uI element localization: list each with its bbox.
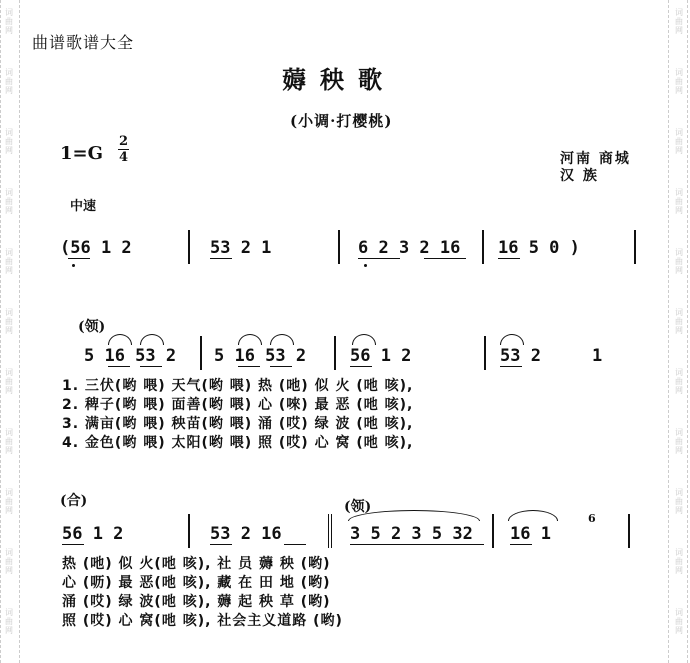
double-barline (328, 514, 334, 548)
watermark-glyph-group: 词 曲 网 (675, 608, 683, 635)
watermark-glyph-group: 词 曲 网 (675, 548, 683, 575)
time-signature-top: 2 (118, 134, 129, 149)
underline (510, 544, 532, 545)
underline (500, 366, 522, 367)
barline-end (634, 230, 636, 264)
underline (350, 366, 372, 367)
watermark-glyph-group: 词 曲 网 (5, 488, 13, 515)
origin-region: 河南 商城 (560, 151, 631, 167)
watermark-glyph-group: 词 曲 网 (5, 188, 13, 215)
key-signature: 1=G (60, 143, 103, 164)
watermark-glyph-group: 词 曲 网 (5, 248, 13, 275)
s2-measure-4: 16 1 (510, 524, 551, 544)
underline (424, 258, 466, 259)
tempo-marking: 中速 (70, 199, 97, 214)
s1-lyric-3: 3. 满亩(哟 喂) 秧苗(哟 喂) 涌 (哎) 绿 波 (吔 咳), (62, 416, 414, 432)
s1-lyric-2: 2. 稗子(哟 喂) 面善(哟 喂) 心 (唻) 最 恶 (吔 咳), (62, 397, 414, 413)
watermark-glyph-group: 词 曲 网 (675, 8, 683, 35)
barline (482, 230, 484, 264)
barline-end (628, 514, 630, 548)
s2-lyric-4: 照 (哎) 心 窝(吔 咳), 社会主义道路 (哟) (62, 613, 343, 629)
slur (352, 334, 376, 345)
slur (500, 334, 524, 345)
grace-note: 6 (588, 512, 596, 525)
s2-measure-1: 56 1 2 (62, 524, 124, 544)
slur (140, 334, 164, 345)
underline (358, 258, 400, 259)
s1-measure-1: 5 16 53 2 (84, 346, 177, 366)
intro-measure-4: 16 5 0 ) (498, 238, 580, 258)
slur (238, 334, 262, 345)
underline (498, 258, 520, 259)
s1-lyric-4: 4. 金色(哟 喂) 太阳(哟 喂) 照 (哎) 心 窝 (吔 咳), (62, 435, 414, 451)
underline (284, 544, 306, 545)
watermark-glyph-group: 词 曲 网 (675, 188, 683, 215)
intro-measure-3: 6 2 3 2 16 (358, 238, 461, 258)
time-signature-bottom: 4 (118, 150, 129, 165)
underline (210, 544, 232, 545)
low-octave-dot (72, 264, 75, 267)
underline (270, 366, 292, 367)
underline (62, 544, 84, 545)
s2-measure-3: 3 5 2 3 5 32 (350, 524, 473, 544)
slur (270, 334, 294, 345)
underline (238, 366, 260, 367)
s1-lyric-1: 1. 三伏(哟 喂) 天气(哟 喂) 热 (吔) 似 火 (吔 咳), (62, 378, 414, 394)
site-title: 曲谱歌谱大全 (32, 33, 135, 52)
watermark-glyph-group: 词 曲 网 (5, 608, 13, 635)
s2-lyric-2: 心 (呖) 最 恶(吔 咳), 藏 在 田 地 (哟) (62, 575, 331, 591)
underline (68, 258, 90, 259)
intro-measure-1: (56 1 2 (60, 238, 132, 258)
s2-lyric-3: 涌 (哎) 绿 波(吔 咳), 薅 起 秧 草 (哟) (62, 594, 331, 610)
lead-label: (领) (78, 319, 106, 335)
watermark-glyph-group: 词 曲 网 (5, 428, 13, 455)
barline (492, 514, 494, 548)
watermark-glyph-group: 词 曲 网 (5, 548, 13, 575)
s1-measure-3: 56 1 2 (350, 346, 412, 366)
s2-lyric-1: 热 (吔) 似 火(吔 咳), 社 员 薅 秧 (哟) (62, 556, 331, 572)
time-signature (118, 135, 129, 164)
watermark-glyph-group: 词 曲 网 (675, 248, 683, 275)
slur (108, 334, 132, 345)
s1-measure-4-end: 1 (592, 346, 603, 366)
low-octave-dot (364, 264, 367, 267)
underline (350, 544, 484, 545)
s2-measure-2: 53 2 16 (210, 524, 282, 544)
watermark-glyph-group: 词 曲 网 (675, 488, 683, 515)
underline (108, 366, 130, 367)
watermark-glyph-group: 词 曲 网 (5, 68, 13, 95)
watermark-glyph-group: 词 曲 网 (5, 128, 13, 155)
origin-people: 汉 族 (560, 168, 599, 184)
watermark-glyph-group: 词 曲 网 (675, 368, 683, 395)
underline (140, 366, 162, 367)
barline (338, 230, 340, 264)
lead-label-2: (领) (344, 499, 372, 515)
barline (484, 336, 486, 370)
underline (210, 258, 232, 259)
watermark-glyph-group: 词 曲 网 (5, 308, 13, 335)
chorus-label: (合) (60, 493, 88, 509)
barline (200, 336, 202, 370)
watermark-glyph-group: 词 曲 网 (5, 368, 13, 395)
barline (188, 230, 190, 264)
watermark-glyph-group: 词 曲 网 (675, 428, 683, 455)
s1-measure-2: 5 16 53 2 (214, 346, 307, 366)
song-title: 薅秧歌 (282, 65, 396, 94)
barline (188, 514, 190, 548)
barline (334, 336, 336, 370)
watermark-glyph-group: 词 曲 网 (5, 8, 13, 35)
watermark-glyph-group: 词 曲 网 (675, 308, 683, 335)
intro-measure-2: 53 2 1 (210, 238, 272, 258)
song-subtitle: (小调·打樱桃) (290, 112, 393, 130)
s1-measure-4: 53 2 (500, 346, 541, 366)
watermark-glyph-group: 词 曲 网 (675, 128, 683, 155)
watermark-glyph-group: 词 曲 网 (675, 68, 683, 95)
slur (508, 510, 558, 521)
